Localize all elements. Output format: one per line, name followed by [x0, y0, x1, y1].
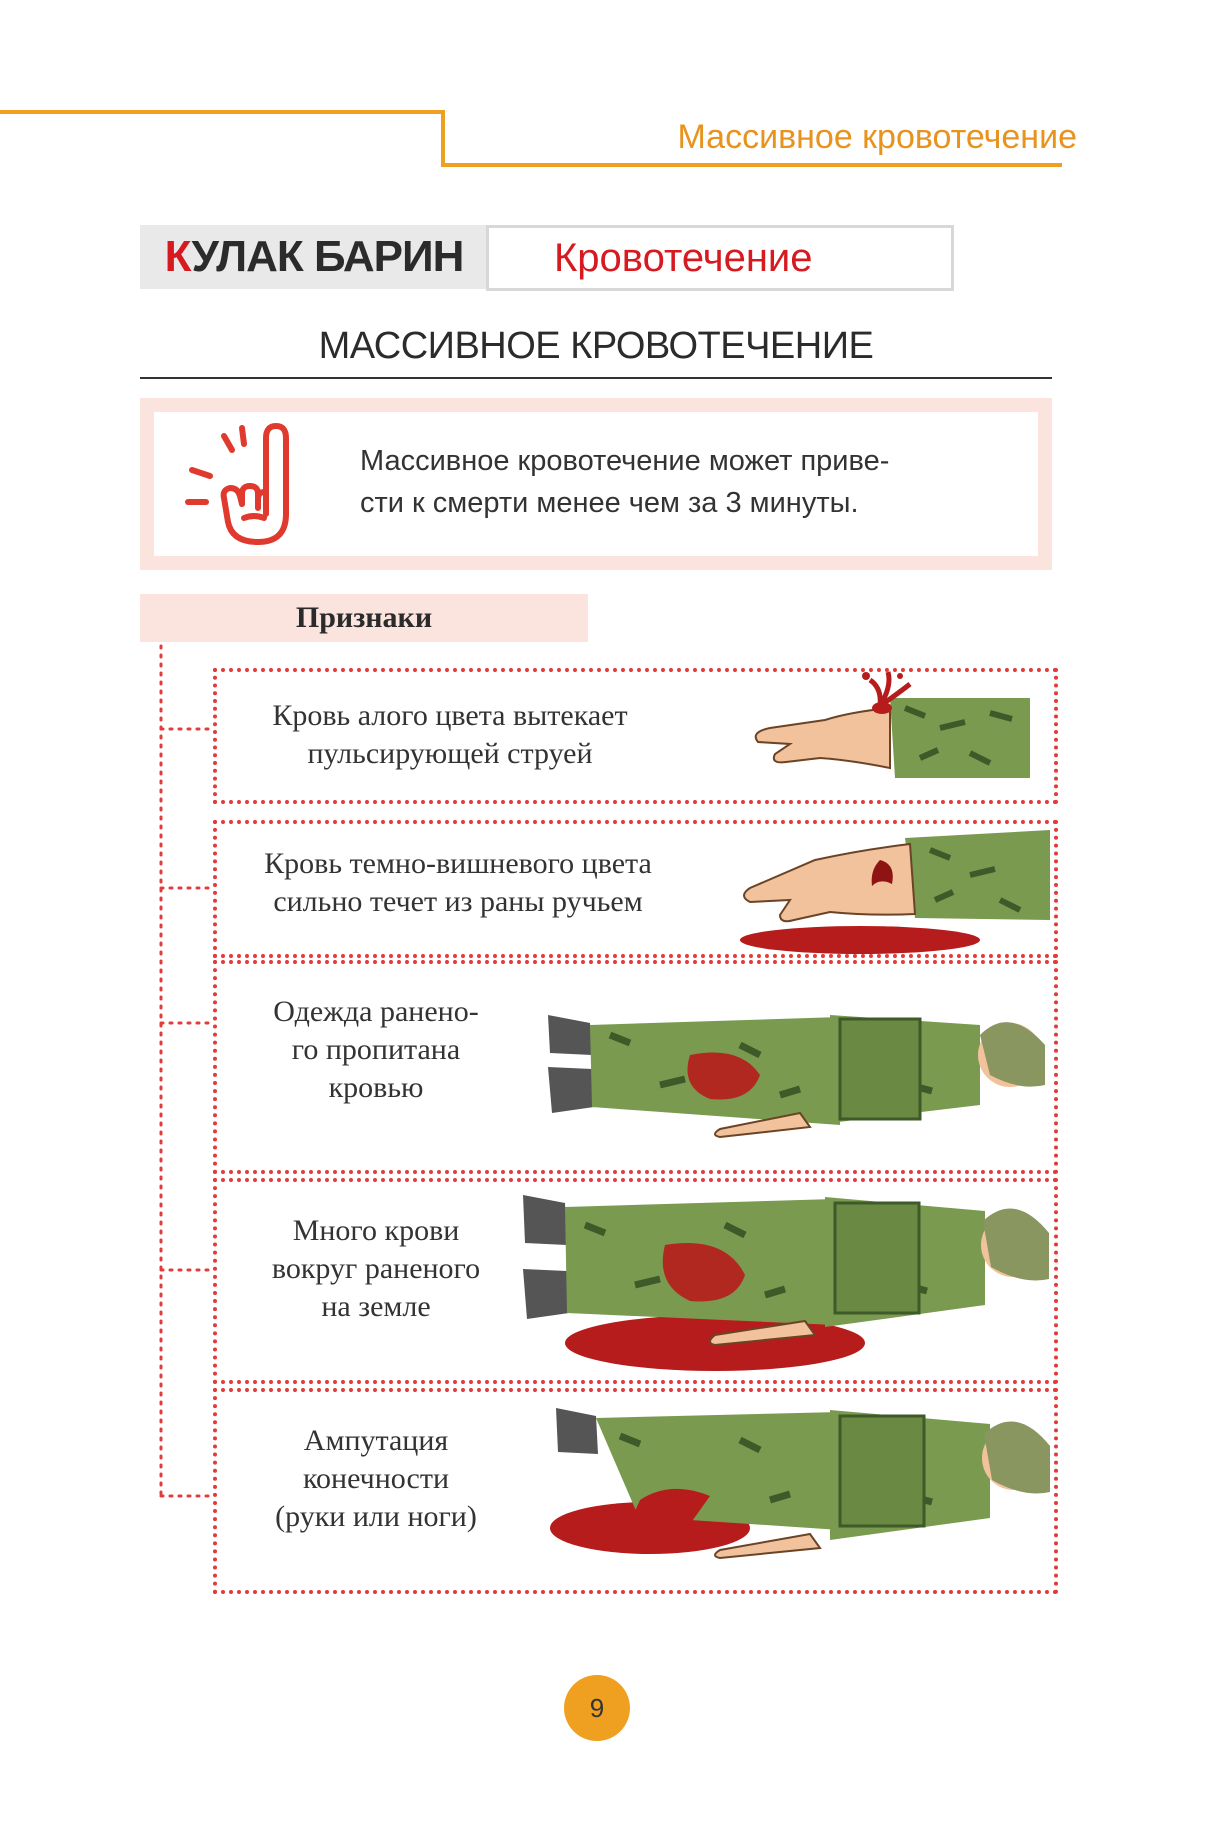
- sign-4-text: [226, 1212, 526, 1326]
- warning-line-2: сти к смерти менее чем за 3 минуты.: [360, 487, 859, 519]
- sign-2-line-1: Кровь темно-вишневого цвета: [264, 847, 652, 880]
- page-number: 9: [589, 1693, 605, 1723]
- sign-3-line-2: го пропитана: [291, 1033, 461, 1066]
- brand-rest: УЛАК БАРИН: [191, 232, 464, 281]
- page-number-badge: [564, 1675, 630, 1741]
- sign-4-line-3: на земле: [321, 1290, 431, 1323]
- brand-first-letter: К: [164, 232, 192, 281]
- sign-4-line-1: Много крови: [292, 1214, 460, 1247]
- sign-5-line-2: конечности: [302, 1462, 450, 1495]
- sign-5-line-1: Ампутация: [303, 1424, 449, 1457]
- bleeding-arm-illustration: [720, 820, 1050, 955]
- soldier-pool-illustration: [515, 1185, 1050, 1380]
- warning-line-1: Массивное кровотечение может приве-: [360, 445, 890, 477]
- section-title: Массивное кровотечение: [677, 118, 1077, 156]
- page-title: МАССИВНОЕ КРОВОТЕЧЕНИЕ: [318, 325, 874, 367]
- sign-2-text: [228, 845, 688, 921]
- sign-3-text: [226, 993, 526, 1107]
- sign-3-line-3: кровью: [328, 1071, 424, 1104]
- sign-3-line-1: Одежда ранено-: [273, 995, 479, 1028]
- sign-1-text: [240, 697, 660, 773]
- signs-label: Признаки: [295, 601, 433, 634]
- sign-5-line-3: (руки или ноги): [275, 1500, 477, 1533]
- sign-5-text: [226, 1422, 526, 1536]
- sign-1-line-2: пульсирующей струей: [307, 737, 593, 770]
- sign-2-line-2: сильно течет из раны ручьем: [273, 885, 643, 918]
- sign-4-line-2: вокруг раненого: [271, 1252, 481, 1285]
- spurting-arm-illustration: [730, 668, 1030, 788]
- sign-1-line-1: Кровь алого цвета вытекает: [272, 699, 628, 732]
- brand-topic: Кровотечение: [554, 236, 813, 280]
- soldier-amputation-illustration: [520, 1400, 1050, 1580]
- soldier-soaked-illustration: [540, 995, 1050, 1145]
